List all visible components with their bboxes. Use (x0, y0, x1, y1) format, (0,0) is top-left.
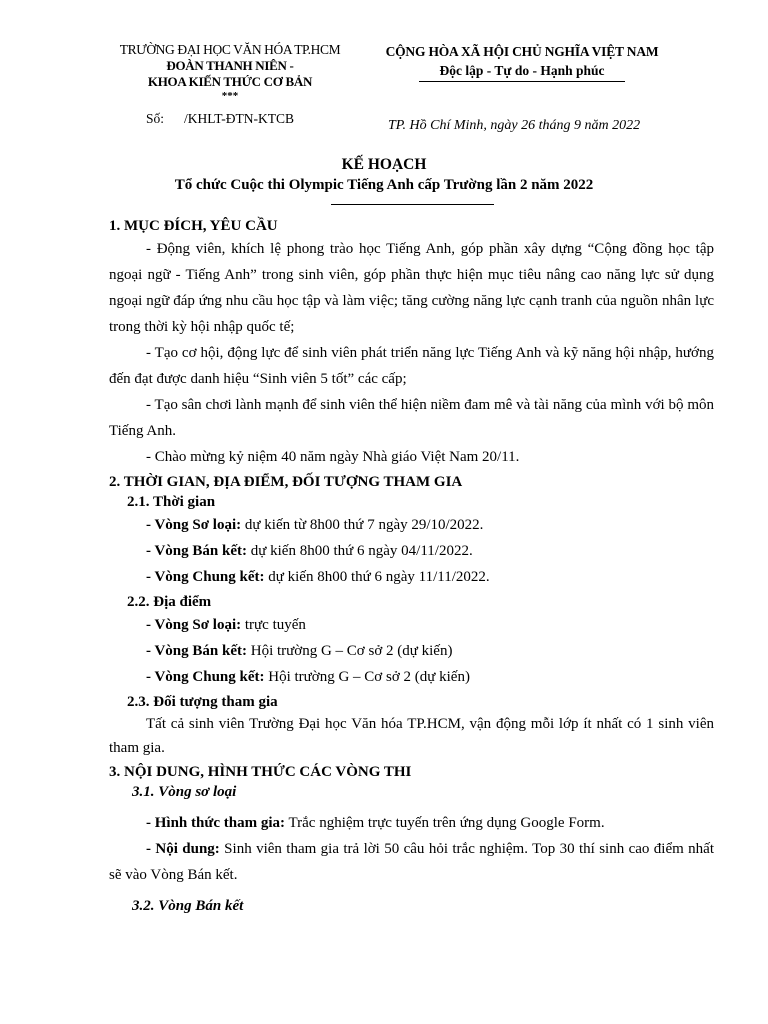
section-1-paragraph: - Tạo cơ hội, động lực để sinh viên phát triển năng lực Tiếng Anh và kỹ năng hội nhập, hướng đến đạt được danh hiệu “Sinh viên 5 tốt” các cấp; (109, 345, 714, 387)
section-1-paragraph: - Tạo sân chơi lành mạnh để sinh viên thể hiện niềm đam mê và tài năng của mình với bộ môn Tiếng Anh. (109, 397, 714, 439)
place-item (109, 638, 714, 664)
national-motto: Độc lập - Tự do - Hạnh phúc (439, 63, 605, 78)
place-item-label: - Vòng Bán kết: (146, 643, 247, 659)
place-item-label: - Vòng Sơ loại: (146, 617, 242, 633)
section-1-paragraph: - Chào mừng kỷ niệm 40 năm ngày Nhà giáo Việt Nam 20/11. (146, 449, 520, 465)
document-number-label: Số: (146, 111, 165, 126)
time-item (109, 564, 714, 590)
place-item-text: Hội trường G – Cơ sở 2 (dự kiến) (247, 643, 453, 659)
title-underline (331, 204, 494, 205)
section-2-heading: 2. THỜI GIAN, ĐỊA ĐIỂM, ĐỐI TƯỢNG THAM GIA (109, 474, 463, 490)
form-item-label: - Hình thức tham gia: (146, 815, 286, 831)
national-name: CỘNG HÒA XÃ HỘI CHỦ NGHĨA VIỆT NAM (385, 44, 659, 59)
time-item-text: dự kiến 8h00 thứ 6 ngày 11/11/2022. (264, 569, 490, 585)
content-item-text: Sinh viên tham gia trả lời 50 câu hỏi trắc nghiệm. Top 30 thí sinh cao điểm nhất sẽ vào Vòng Bán kết. (109, 841, 714, 883)
place-item (109, 612, 714, 638)
document-date: TP. Hồ Chí Minh, ngày 26 tháng 9 năm 2022 (388, 118, 641, 133)
place-item-text: trực tuyến (241, 617, 306, 633)
issuer-block (100, 42, 360, 102)
issuer-stars: *** (221, 90, 239, 102)
time-item-label: - Vòng Chung kết: (146, 569, 265, 585)
form-item (109, 810, 714, 836)
place-item (109, 664, 714, 690)
target-paragraph: Tất cả sinh viên Trường Đại học Văn hóa TP.HCM, vận động mỗi lớp ít nhất có 1 sinh viên tham gia. (109, 716, 714, 756)
document-subtitle: Tổ chức Cuộc thi Olympic Tiếng Anh cấp Trường lần 2 năm 2022 (174, 177, 594, 193)
content-item (109, 836, 714, 888)
section-1-paragraph: - Động viên, khích lệ phong trào học Tiếng Anh, góp phần xây dựng “Cộng đồng học tập ngoại ngữ - Tiếng Anh” trong sinh viên, góp phần thực hiện mục tiêu nâng cao năng lực sử dụng ngoại ngữ đáp ứng nhu cầu học tập và làm việc; tăng cường năng lực cạnh tranh của nguồn nhân lực trong thời kỳ hội nhập quốc tế; (109, 241, 714, 335)
document-body (109, 216, 714, 916)
place-item-text: Hội trường G – Cơ sở 2 (dự kiến) (264, 669, 470, 685)
content-item-label: - Nội dung: (146, 841, 220, 857)
document-number (146, 111, 294, 127)
place-item-label: - Vòng Chung kết: (146, 669, 265, 685)
document-number-code: /KHLT-ĐTN-KTCB (184, 111, 295, 126)
time-item-text: dự kiến từ 8h00 thứ 7 ngày 29/10/2022. (241, 517, 484, 533)
motto-underline (419, 81, 625, 82)
time-item-text: dự kiến 8h00 thứ 6 ngày 04/11/2022. (247, 543, 473, 559)
issuer-youth-union: ĐOÀN THANH NIÊN - (166, 58, 294, 73)
section-3-heading: 3. NỘI DUNG, HÌNH THỨC CÁC VÒNG THI (109, 764, 412, 780)
document-header (0, 42, 768, 134)
time-item (109, 512, 714, 538)
document-title: KẾ HOẠCH (341, 156, 427, 173)
time-item-label: - Vòng Sơ loại: (146, 517, 242, 533)
section-3-1-heading: 3.1. Vòng sơ loại (132, 784, 237, 800)
issuer-university: TRƯỜNG ĐẠI HỌC VĂN HÓA TP.HCM (119, 42, 341, 57)
national-motto-block (372, 42, 672, 82)
section-2-3-heading: 2.3. Đối tượng tham gia (127, 694, 278, 710)
section-1-heading: 1. MỤC ĐÍCH, YÊU CẦU (109, 218, 278, 234)
time-item-label: - Vòng Bán kết: (146, 543, 247, 559)
time-item (109, 538, 714, 564)
form-item-text: Trắc nghiệm trực tuyến trên ứng dụng Google Form. (285, 815, 605, 831)
section-2-1-heading: 2.1. Thời gian (127, 494, 216, 510)
section-2-2-heading: 2.2. Địa điểm (127, 594, 212, 610)
issuer-faculty: KHOA KIẾN THỨC CƠ BẢN (147, 74, 313, 89)
section-3-2-heading: 3.2. Vòng Bán kết (132, 898, 244, 914)
